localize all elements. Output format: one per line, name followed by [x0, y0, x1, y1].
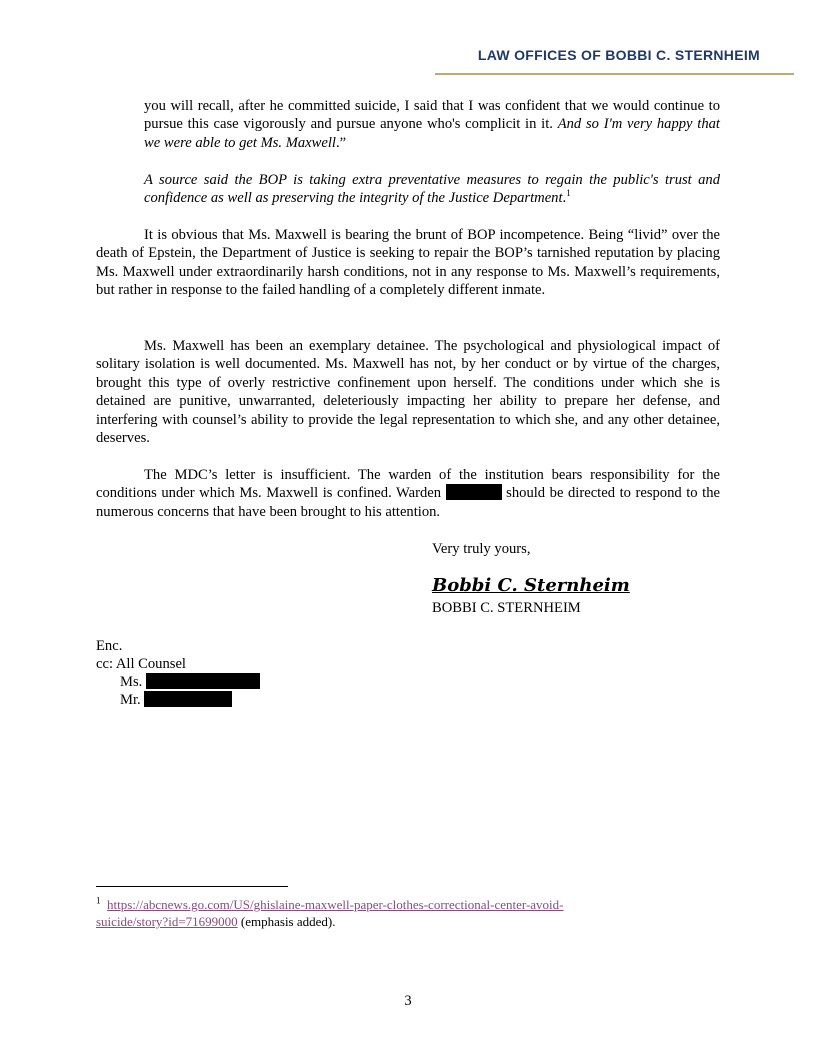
closing: Very truly yours,	[432, 541, 531, 557]
footnote-reference: 1	[566, 188, 571, 199]
page-number: 3	[404, 993, 412, 1009]
footnote-number: 1	[96, 895, 101, 906]
quote1-text: you will recall, after he committed suicide, I said that I was confident that we would continue to pursue this case vigorously and pursue anyone who's complicit in it.	[144, 98, 720, 133]
quote1-italic: And so I'm very happy that we were able to get Ms. Maxwell	[144, 116, 720, 151]
cc-recipient-2	[120, 691, 232, 709]
letterhead-firm-name: LAW OFFICES OF BOBBI C. STERNHEIM	[477, 47, 760, 63]
quote2-end: .	[562, 190, 567, 207]
quote2-italic: A source said the BOP is taking extra preventative measures to regain the public's trust and confidence as well as preserving the integrity of the Justice Department	[144, 172, 720, 207]
enclosure-note: Enc.	[96, 638, 123, 654]
handwritten-signature: Bobbi C. Sternheim	[432, 575, 630, 596]
footnote	[96, 896, 656, 930]
redaction-recipient-1	[146, 673, 260, 689]
cc-recipient-1	[120, 673, 260, 691]
redaction-warden-name	[446, 484, 502, 500]
body-paragraph-2: Ms. Maxwell has been an exemplary detainee. The psychological and physiological impact of solitary isolation is well documented. Ms. Maxwell has not, by her conduct or by virtue of the charges, brought this type of overly restrictive confinement upon herself. The conditions under which she is detained are punitive, unwarranted, deleteriously impacting her ability to prepare her defense, and interfering with counsel’s ability to provide the legal representation to which she, and any other detainee, deserves.	[96, 338, 720, 447]
footnote-divider	[96, 886, 288, 887]
body-paragraph-3	[96, 466, 720, 521]
redaction-recipient-2	[144, 691, 232, 707]
para3-before: The MDC’s letter is insufficient. The warden of the institution bears responsibility for the conditions under which Ms. Maxwell is confined. Warden	[96, 467, 720, 502]
recipient1-prefix: Ms.	[120, 674, 143, 690]
quote-paragraph-1	[144, 97, 720, 152]
footnote-note: (emphasis added).	[237, 914, 336, 929]
footnote-url-line1[interactable]: https://abcnews.go.com/US/ghislaine-maxwell-paper-clothes-correctional-center-avoid-	[107, 897, 564, 912]
letterhead-rule	[435, 73, 794, 75]
footnote-url-line2[interactable]: suicide/story?id=71699000	[96, 914, 238, 929]
recipient2-prefix: Mr.	[120, 692, 141, 708]
cc-line: cc: All Counsel	[96, 656, 186, 672]
quote-paragraph-2	[144, 171, 720, 208]
para3-after: should be directed to respond to the numerous concerns that have been brought to his attention.	[96, 485, 720, 520]
quote1-end: .”	[335, 134, 347, 151]
body-paragraph-1: It is obvious that Ms. Maxwell is bearing the brunt of BOP incompetence. Being “livid” over the death of Epstein, the Department of Justice is seeking to repair the BOP’s tarnished reputation by placing Ms. Maxwell under extraordinarily harsh conditions, not in any response to Ms. Maxwell’s requirements, but rather in response to the failed handling of a completely different inmate.	[96, 227, 720, 299]
printed-name: BOBBI C. STERNHEIM	[432, 600, 581, 616]
